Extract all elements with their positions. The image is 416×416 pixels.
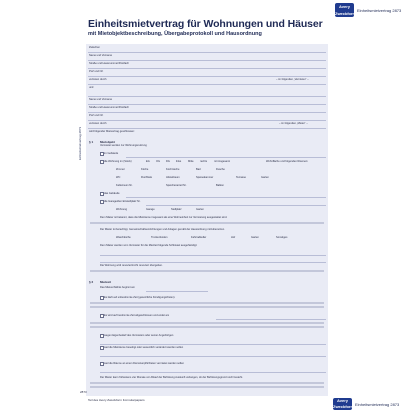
tenant-name-field[interactable] xyxy=(88,99,326,105)
room-kochnische[interactable]: Kochnische xyxy=(166,168,180,171)
label-tenant-city: PLZ und Ort xyxy=(89,114,104,117)
section-2-title: Mietzeit xyxy=(100,280,112,284)
label-garage: die Garage/den Einstellplatz Nr. xyxy=(104,200,141,203)
reason-3: weil die Räume an einen Dienstverpflichteten vermietet werden sollen xyxy=(104,362,185,365)
facility-waschkueche[interactable]: Waschküche xyxy=(116,236,131,239)
label-house: das Gebäude xyxy=(104,192,120,195)
facility-trockenboden[interactable]: Trockenboden xyxy=(151,236,168,239)
landlord-street-field[interactable] xyxy=(88,63,326,69)
reason-3-field[interactable] xyxy=(100,367,326,373)
flat-option-dg[interactable]: DG xyxy=(166,160,170,163)
facility-sonstiges[interactable]: Sonstiges xyxy=(276,236,288,239)
room-kueche[interactable]: Küche xyxy=(141,168,149,171)
flat-option-links[interactable]: links xyxy=(176,160,182,163)
begin-date-field[interactable] xyxy=(146,286,208,292)
tenant-street-field[interactable] xyxy=(88,107,326,113)
part-wohnung[interactable]: Wohnung xyxy=(116,208,128,211)
landlord-name-row[interactable] xyxy=(88,47,326,53)
room-wc[interactable]: WC xyxy=(116,176,121,179)
label-and: und xyxy=(89,86,94,89)
indefinite-text-2 xyxy=(90,306,324,308)
s1-paragraph-2-text xyxy=(90,222,324,224)
label-street: Straße und Hausnummer/Postfach xyxy=(89,62,129,65)
side-label: Einheitsmietvertrag 2873 xyxy=(78,126,82,160)
document-subtitle: mit Mietobjektbeschreibung, Übergabeprotokoll und Hausordnung xyxy=(88,31,262,37)
garage-field[interactable] xyxy=(146,200,326,206)
reason-2-field[interactable] xyxy=(100,351,326,357)
label-closing: wird folgender Mietvertrag geschlossen: xyxy=(89,130,135,133)
flat-option-rechts[interactable]: rechts xyxy=(200,160,208,163)
section-1-title: Mietobjekt xyxy=(100,140,115,144)
s2-notice: Der Mieter kann frühestens vier Monate vor Ablauf der Befristung Auskunft verlangen, ob der Befristungsgrund noch besteht. xyxy=(100,376,243,379)
brand-logo-text: Avery Zweckform xyxy=(335,4,357,16)
label-landlord-role: – im folgenden „Vermieter“ – xyxy=(276,78,309,81)
footer-brand-logo-text: Avery Zweckform xyxy=(333,398,355,409)
s1-paragraph-4: Dem Mieter werden vom Vermieter für die Mietzeit folgende Schlüssel ausgehändigt: xyxy=(100,244,198,247)
label-fixed: Es wird auf bestimmte Zeit abgeschlossen und endet am xyxy=(104,314,170,317)
footer-note: Teil des Avery Zweckform Formularpapiers xyxy=(88,398,145,402)
contract-form xyxy=(86,44,328,396)
room-dusche[interactable]: Dusche xyxy=(216,168,225,171)
room-garten[interactable]: Garten xyxy=(261,176,269,179)
landlord-representative-field[interactable] xyxy=(88,79,326,85)
room-speicher[interactable]: Speicheranteil Nr. xyxy=(166,184,187,187)
label-indefinite: Es läuft auf unbestimmte Zeit (gesetzliche Kündigungsfristen). xyxy=(104,296,176,299)
room-speisekammer[interactable]: Speisekammer xyxy=(196,176,214,179)
label-city: PLZ und Ort xyxy=(89,70,104,73)
part-stellplatz[interactable]: Stellplatz xyxy=(171,208,182,211)
label-name: Name und Vorname xyxy=(89,54,113,57)
label-tenant-street: Straße und Hausnummer/Postfach xyxy=(89,106,129,109)
facility-hof[interactable]: Hof xyxy=(231,236,236,239)
flat-option-insgesamt: mit insgesamt xyxy=(214,160,230,163)
facility-fahrradkeller[interactable]: Fahrradkeller xyxy=(191,236,207,239)
house-field[interactable] xyxy=(126,192,326,198)
s1-paragraph-3: Der Mieter ist berechtigt, Gemeinschaftseinrichtungen und Anlagen gemäß der Hausordnung mitzubenutzen. xyxy=(100,228,225,231)
indefinite-text xyxy=(90,302,324,304)
keys-field[interactable] xyxy=(100,250,326,256)
label-tenant-role: – im folgenden „Mieter“ – xyxy=(279,122,308,125)
tenant-name-row[interactable] xyxy=(88,91,326,97)
page-number: 2873 xyxy=(80,390,87,394)
room-balkon[interactable]: Balkon xyxy=(216,184,224,187)
label-represented: vertreten durch xyxy=(89,78,107,81)
tenant-city-field[interactable] xyxy=(88,115,326,121)
landlord-city-field[interactable] xyxy=(88,71,326,77)
label-tenant-represented: vertreten durch xyxy=(89,122,107,125)
fixed-text xyxy=(90,322,324,324)
part-garage[interactable]: Garage xyxy=(146,208,155,211)
room-zimmer[interactable]: Zimmer xyxy=(116,168,125,171)
document-title: Einheitsmietvertrag für Wohnungen und Häuser xyxy=(88,18,323,30)
product-label: Einheitsmietvertrag 2873 xyxy=(357,8,402,13)
landlord-name-field[interactable] xyxy=(88,55,326,61)
brand-logo xyxy=(335,3,357,17)
reason-2: weil die Mieträume beseitigt oder wesentlich verändert werden sollen xyxy=(104,346,184,349)
reason-1-field[interactable] xyxy=(100,339,326,345)
flat-option-rooms: Wohnfläche und folgenden Räumen: xyxy=(266,160,309,163)
footer-product-label: Einheitsmietvertrag 2873 xyxy=(355,402,400,407)
part-garten[interactable]: Garten xyxy=(196,208,204,211)
label-flat: die Wohnung im (Stock) xyxy=(104,160,132,163)
label-building: im Gebäude xyxy=(104,152,119,155)
section-2-number: § 2 xyxy=(89,280,94,284)
flat-option-mitte[interactable]: Mitte xyxy=(188,160,194,163)
room-flur[interactable]: Flur/Diele xyxy=(141,176,153,179)
s1-paragraph-2: Dem Mieter ist bekannt, dass die Mieträume insgesamt als eine Wohneinheit zur Vermietung ausgestattet sind. xyxy=(100,216,228,219)
facility-garten[interactable]: Garten xyxy=(251,236,259,239)
keys-field-2[interactable] xyxy=(100,257,326,263)
label-begin: Das Mietverhältnis beginnt am xyxy=(100,286,135,289)
notice-text xyxy=(90,382,324,384)
end-date-field[interactable] xyxy=(216,314,326,320)
reason-1: wegen Eigenbedarf des Vermieters oder seiner Angehörigen xyxy=(104,334,174,337)
fixed-text-2 xyxy=(90,326,324,328)
room-abstellraum[interactable]: Abstellraum xyxy=(166,176,180,179)
section-1-number: § 1 xyxy=(89,140,94,144)
tenant-representative-field[interactable] xyxy=(88,123,326,129)
flat-option-og[interactable]: OG xyxy=(156,160,161,163)
building-field[interactable] xyxy=(126,152,326,158)
label-tenant-name: Name und Vorname xyxy=(89,98,113,101)
s1-paragraph-5-text xyxy=(90,270,324,272)
footer-brand-logo xyxy=(333,398,355,410)
s1-paragraph-5: Die Wohnung wird renoviert/nicht renoviert übergeben. xyxy=(100,264,163,267)
room-terrasse[interactable]: Terrasse xyxy=(236,176,246,179)
notice-text-2 xyxy=(90,386,324,388)
room-bad[interactable]: Bad xyxy=(196,168,201,171)
room-keller[interactable]: Kellerraum Nr. xyxy=(116,184,133,187)
label-between: Zwischen xyxy=(89,46,100,49)
s1-intro: Vermietet werden zur Wohnungsnutzung xyxy=(100,144,147,147)
flat-option-eg[interactable]: EG xyxy=(146,160,150,163)
